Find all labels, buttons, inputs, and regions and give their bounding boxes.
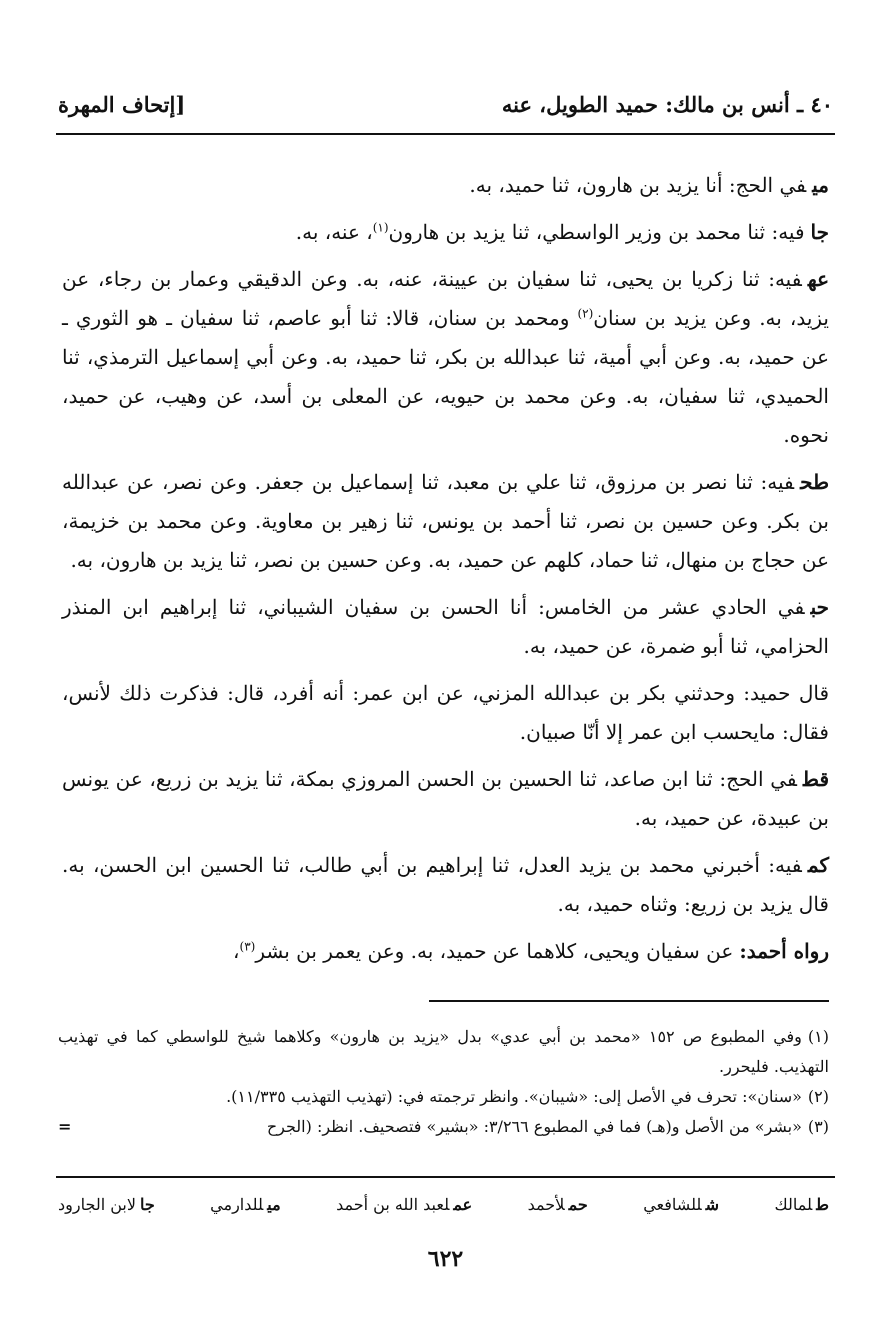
paragraph-th — [62, 463, 829, 580]
key-label: لابن الجارود — [58, 1195, 136, 1214]
paragraph-text: فيه: أخبرني محمد بن يزيد العدل، ثنا إبراهيم بن أبي طالب، ثنا الحسين ابن الحسن، به. قال يزيد بن زريع: وثناه حميد، به. — [62, 853, 829, 916]
footnote-text: «سنان»: تحرف في الأصل إلى: «شيبان». وانظر ترجمته في: (تهذيب التهذيب ١١/٣٣٥). — [226, 1087, 802, 1106]
paragraph-text: قال حميد: وحدثني بكر بن عبدالله المزني، عن ابن عمر: أنه أفرد، قال: فذكرت ذلك لأنس، فقال: مايحسب ابن عمر إلا أنّا صبيان. — [62, 681, 829, 744]
key-label: لمالك — [774, 1195, 813, 1214]
key-siglum: جا — [140, 1195, 155, 1214]
key-siglum: مي — [267, 1195, 281, 1214]
key-item — [336, 1190, 472, 1220]
key-label: لعبد الله بن أحمد — [336, 1195, 450, 1214]
paragraph-text: فيه: ثنا محمد بن وزير الواسطي، ثنا يزيد بن هارون — [388, 220, 805, 244]
key-item — [774, 1190, 829, 1220]
footnote-number: (٣) — [807, 1117, 829, 1136]
paragraph-text: في الحادي عشر من الخامس: أنا الحسن بن سفيان الشيباني، ثنا إبراهيم ابن المنذر الحزامي، ثنا أبو ضمرة، عن حميد، به. — [62, 595, 829, 658]
key-siglum: ط — [816, 1195, 829, 1214]
key-siglum: حم — [568, 1195, 588, 1214]
footnote-ref[interactable]: (٣) — [239, 939, 256, 954]
paragraph-text-tail: ومحمد بن سنان، قالا: ثنا أبو عاصم، ثنا سفيان ـ هو الثوري ـ عن حميد، به. وعن أبي أمية، ثنا عبدالله بن بكر، ثنا حميد، به. وعن أبي إسماعيل الترمذي، ثنا الحميدي، ثنا سفيان، به. وعن محمد بن حيويه، عن المعلى بن أسد، عن وهيب، عن حميد، نحوه. — [62, 306, 829, 447]
paragraph-text: فيه: ثنا نصر بن مرزوق، ثنا علي بن معبد، ثنا إسماعيل بن جعفر. وعن نصر، عن عبدالله بن بكر. وعن حسين بن نصر، ثنا أحمد بن يونس، ثنا زهير بن معاوية. وعن محمد بن خزيمة، عن حجاج بن منهال، ثنا حماد، كلهم عن حميد، به. وعن حسين بن نصر، ثنا يزيد بن هارون، به. — [62, 470, 829, 572]
footnote-3 — [58, 1112, 829, 1142]
continuation-mark: = — [58, 1117, 72, 1136]
source-siglum: عه — [807, 267, 829, 291]
footnote-2 — [58, 1082, 829, 1112]
key-label: للدارمي — [210, 1195, 264, 1214]
main-text — [62, 166, 829, 979]
paragraph-text: في الحج: ثنا ابن صاعد، ثنا الحسين بن الحسن المروزي بمكة، ثنا يزيد بن زريع، عن يونس بن عبيدة، عن حميد، به. — [62, 767, 829, 830]
source-siglum: طح — [800, 470, 829, 494]
key-rule — [56, 1176, 835, 1178]
footnote-ref[interactable]: (١) — [372, 220, 389, 235]
source-siglum: جا — [810, 220, 829, 244]
footnote-1 — [58, 1022, 829, 1082]
source-siglum: مي — [812, 173, 829, 197]
footnote-rule — [429, 1000, 829, 1002]
paragraph-mi — [62, 166, 829, 205]
paragraph-ahmad — [62, 932, 829, 971]
book-title: [إتحاف المهرة — [58, 91, 186, 117]
key-siglum: ش — [705, 1195, 720, 1214]
key-label: لأحمد — [527, 1195, 565, 1214]
footnote-text: «بشر» من الأصل و(هـ) فما في المطبوع ٣/٢٦٦: «بشير» فتصحيف. انظر: (الجرح — [266, 1117, 802, 1136]
source-siglum: حب — [810, 595, 829, 619]
source-siglum: رواه أحمد: — [739, 939, 829, 963]
paragraph-text-tail: ، عنه، به. — [295, 220, 373, 244]
footnote-number: (٢) — [807, 1087, 829, 1106]
source-siglum: قط — [803, 767, 829, 791]
sigla-key — [58, 1190, 829, 1220]
key-item — [58, 1190, 155, 1220]
source-siglum: كم — [807, 853, 829, 877]
paragraph-text: فيه: ثنا زكريا بن يحيى، ثنا سفيان بن عيينة، عنه، به. وعن الدقيقي وعمار بن رجاء، عن يزيد، به. وعن يزيد بن سنان — [62, 267, 829, 330]
footnotes — [58, 1022, 829, 1142]
paragraph-ah — [62, 260, 829, 455]
page-number: ٦٢٢ — [427, 1246, 464, 1272]
running-head — [58, 84, 833, 124]
footnote-text: وفي المطبوع ص ١٥٢ «محمد بن أبي عدي» بدل «يزيد بن هارون» وكلاهما شيخ للواسطي كما في تهذيب التهذيب. فليحرر. — [58, 1027, 829, 1076]
paragraph-qt — [62, 760, 829, 838]
paragraph-hb — [62, 588, 829, 666]
paragraph-ja — [62, 213, 829, 252]
chapter-title: ٤٠ ـ أنس بن مالك: حميد الطويل، عنه — [501, 91, 833, 117]
key-item — [643, 1190, 719, 1220]
paragraph-humaid — [62, 674, 829, 752]
key-siglum: عم — [453, 1195, 473, 1214]
paragraph-text: في الحج: أنا يزيد بن هارون، ثنا حميد، به. — [469, 173, 807, 197]
paragraph-text-tail: ، — [233, 939, 240, 963]
paragraph-km — [62, 846, 829, 924]
paragraph-text: عن سفيان ويحيى، كلاهما عن حميد، به. وعن يعمر بن بشر — [255, 939, 734, 963]
key-item — [210, 1190, 280, 1220]
footnote-number: (١) — [807, 1027, 829, 1046]
footnote-ref[interactable]: (٢) — [577, 306, 594, 321]
key-label: للشافعي — [643, 1195, 702, 1214]
header-rule — [56, 133, 835, 135]
key-item — [528, 1190, 588, 1220]
